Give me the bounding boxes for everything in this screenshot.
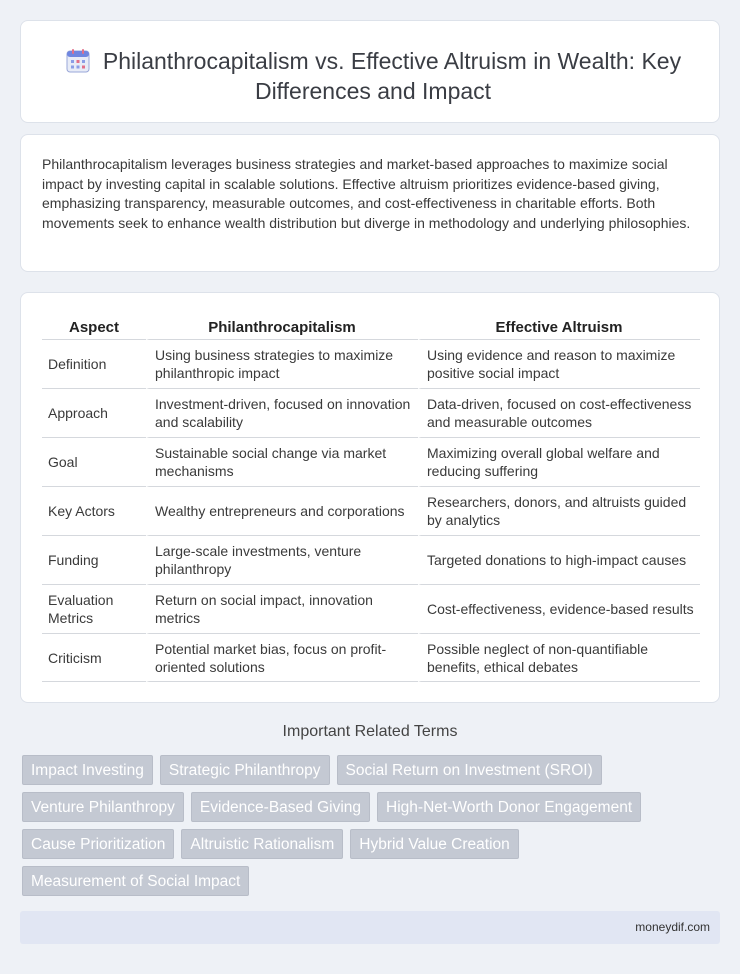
row-philanthrocapitalism: Using business strategies to maximize philanthropic impact [146, 339, 418, 388]
header-philanthrocapitalism: Philanthrocapitalism [208, 319, 356, 336]
footer-site-link[interactable]: moneydif.com [635, 920, 710, 934]
row-aspect: Criticism [42, 633, 146, 682]
row-effective-altruism: Researchers, donors, and altruists guided by analytics [418, 486, 700, 535]
page-title [47, 46, 699, 106]
related-term-tag[interactable]: Strategic Philanthropy [160, 755, 330, 785]
row-philanthrocapitalism: Sustainable social change via market mechanisms [146, 437, 418, 486]
related-terms-list [22, 755, 662, 896]
row-effective-altruism: Using evidence and reason to maximize positive social impact [418, 339, 700, 388]
related-term-tag[interactable]: Hybrid Value Creation [350, 829, 518, 859]
row-effective-altruism: Possible neglect of non-quantifiable benefits, ethical debates [418, 633, 700, 682]
related-term-tag[interactable]: Measurement of Social Impact [22, 866, 249, 896]
row-effective-altruism: Targeted donations to high-impact causes [418, 535, 700, 584]
row-philanthrocapitalism: Potential market bias, focus on profit-oriented solutions [146, 633, 418, 682]
intro-card [20, 134, 720, 272]
row-aspect: Approach [42, 388, 146, 437]
related-term-tag[interactable]: Social Return on Investment (SROI) [337, 755, 602, 785]
row-philanthrocapitalism: Wealthy entrepreneurs and corporations [146, 486, 418, 535]
table-row [42, 584, 700, 633]
related-term-tag[interactable]: Altruistic Rationalism [181, 829, 343, 859]
table-row [42, 437, 700, 486]
row-philanthrocapitalism: Large-scale investments, venture philanthropy [146, 535, 418, 584]
related-term-tag[interactable]: High-Net-Worth Donor Engagement [377, 792, 641, 822]
table-row [42, 388, 700, 437]
row-effective-altruism: Cost-effectiveness, evidence-based results [418, 584, 700, 633]
table-row [42, 339, 700, 388]
header-aspect: Aspect [68, 319, 120, 336]
row-aspect: Evaluation Metrics [42, 584, 146, 633]
row-effective-altruism: Maximizing overall global welfare and reducing suffering [418, 437, 700, 486]
related-term-tag[interactable]: Cause Prioritization [22, 829, 174, 859]
header-effective-altruism: Effective Altruism [495, 319, 623, 336]
table-header-row [42, 313, 700, 339]
related-terms-heading: Important Related Terms [282, 723, 458, 740]
table-row [42, 486, 700, 535]
row-aspect: Goal [42, 437, 146, 486]
related-term-tag[interactable]: Evidence-Based Giving [191, 792, 370, 822]
row-aspect: Key Actors [42, 486, 146, 535]
row-aspect: Funding [42, 535, 146, 584]
row-effective-altruism: Data-driven, focused on cost-effectiveness and measurable outcomes [418, 388, 700, 437]
page-title-text: Philanthrocapitalism vs. Effective Altruism in Wealth: Key Differences and Impact [102, 48, 682, 104]
comparison-table-card [20, 292, 720, 703]
comparison-table [42, 313, 700, 682]
related-term-tag[interactable]: Impact Investing [22, 755, 153, 785]
row-philanthrocapitalism: Return on social impact, innovation metrics [146, 584, 418, 633]
row-aspect: Definition [42, 339, 146, 388]
row-philanthrocapitalism: Investment-driven, focused on innovation and scalability [146, 388, 418, 437]
table-row [42, 633, 700, 682]
title-wrap [47, 46, 699, 106]
related-term-tag[interactable]: Venture Philanthropy [22, 792, 184, 822]
header-card [20, 20, 720, 123]
intro-paragraph: Philanthrocapitalism leverages business strategies and market-based approaches to maximize social impact by investing capital in scalable solutions. Effective altruism prioritizes evidence-based giving, emphasizing transparency, measurable outcomes, and cost-effectiveness in charitable efforts. Both movements seek to enhance wealth distribution but diverge in methodology and underlying philosophies. [42, 156, 691, 231]
table-row [42, 535, 700, 584]
footer [20, 911, 720, 944]
calendar-grid-icon [65, 48, 91, 74]
